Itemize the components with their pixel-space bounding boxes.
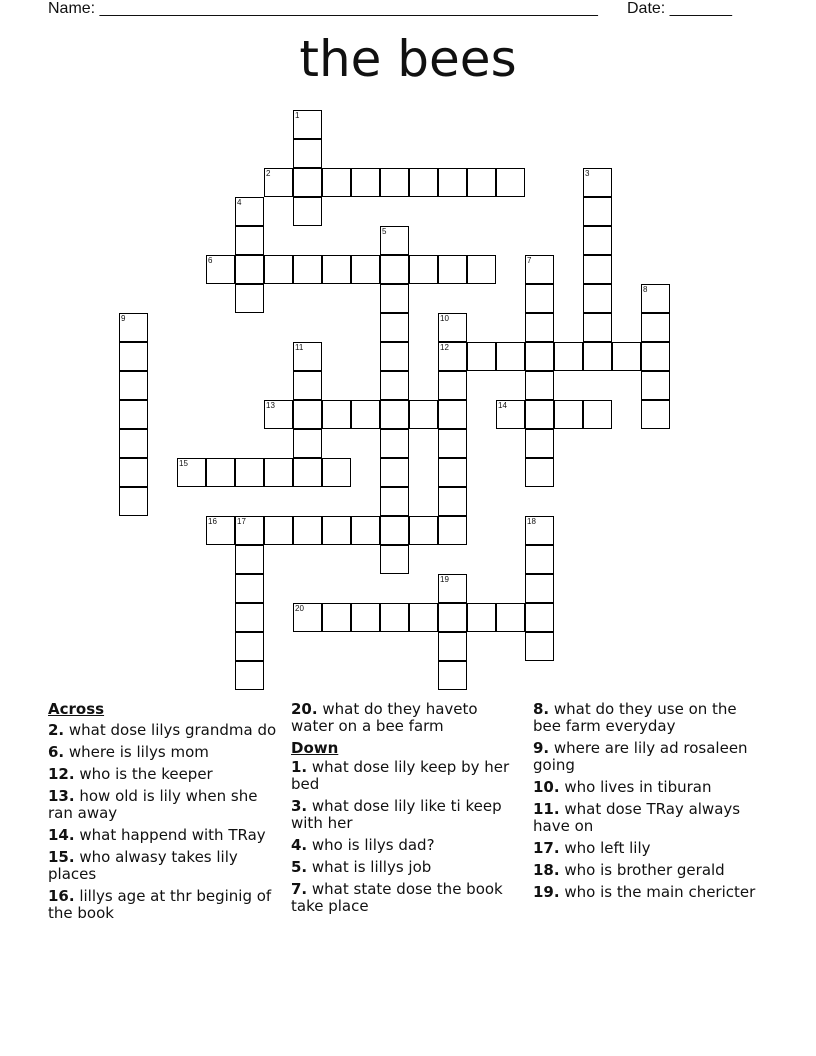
clue-number: 10 <box>440 314 449 323</box>
clue-number: 5 <box>382 227 387 236</box>
grid-cell[interactable] <box>351 516 380 545</box>
grid-cell[interactable] <box>293 110 322 139</box>
across-clue <box>48 888 278 922</box>
clue-text: what do they haveto water on a bee farm <box>291 700 478 735</box>
down-clue <box>291 859 516 876</box>
grid-cell[interactable] <box>641 371 670 400</box>
grid-cell[interactable] <box>119 429 148 458</box>
grid-cell[interactable] <box>438 342 467 371</box>
grid-cell[interactable] <box>583 284 612 313</box>
grid-cell[interactable] <box>293 458 322 487</box>
clue-num: 16. <box>48 887 75 905</box>
across-clue <box>291 701 516 735</box>
grid-cell[interactable] <box>525 458 554 487</box>
grid-cell[interactable] <box>525 603 554 632</box>
clue-text: what dose lily like ti keep with her <box>291 797 502 832</box>
clue-text: who is the main chericter <box>559 883 756 901</box>
grid-cell[interactable] <box>119 400 148 429</box>
clue-number: 4 <box>237 198 242 207</box>
grid-cell[interactable] <box>409 168 438 197</box>
clue-num: 11. <box>533 800 560 818</box>
grid-cell[interactable] <box>293 139 322 168</box>
grid-cell[interactable] <box>380 168 409 197</box>
clue-text: how old is lily when she ran away <box>48 787 258 822</box>
clue-num: 5. <box>291 858 308 876</box>
clue-number: 2 <box>266 169 271 178</box>
grid-cell[interactable] <box>438 168 467 197</box>
grid-cell[interactable] <box>438 371 467 400</box>
across-clue <box>48 722 278 739</box>
grid-cell[interactable] <box>293 429 322 458</box>
clue-number: 13 <box>266 401 275 410</box>
grid-cell[interactable] <box>525 342 554 371</box>
clue-number: 20 <box>295 604 304 613</box>
clue-num: 17. <box>533 839 560 857</box>
across-clues-column <box>48 701 278 927</box>
grid-cell[interactable] <box>467 603 496 632</box>
grid-cell[interactable] <box>525 400 554 429</box>
down-clue <box>533 740 768 774</box>
grid-cell[interactable] <box>525 429 554 458</box>
down-clue <box>291 759 516 793</box>
clue-num: 18. <box>533 861 560 879</box>
clue-text: who lives in tiburan <box>559 778 712 796</box>
clue-text: what dose lilys grandma do <box>64 721 277 739</box>
clue-num: 6. <box>48 743 65 761</box>
clue-text: who left lily <box>559 839 651 857</box>
grid-cell[interactable] <box>438 400 467 429</box>
grid-cell[interactable] <box>380 226 409 255</box>
grid-cell[interactable] <box>119 371 148 400</box>
grid-cell[interactable] <box>525 371 554 400</box>
grid-cell[interactable] <box>525 284 554 313</box>
grid-cell[interactable] <box>351 168 380 197</box>
clue-num: 3. <box>291 797 308 815</box>
clue-num: 20. <box>291 700 318 718</box>
grid-cell[interactable] <box>583 226 612 255</box>
down-clue <box>533 801 768 835</box>
grid-cell[interactable] <box>206 516 235 545</box>
down-clue <box>533 862 768 879</box>
grid-cell[interactable] <box>322 168 351 197</box>
grid-cell[interactable] <box>583 197 612 226</box>
clue-number: 6 <box>208 256 213 265</box>
down-clue <box>291 798 516 832</box>
grid-cell[interactable] <box>438 516 467 545</box>
clue-number: 9 <box>121 314 126 323</box>
grid-cell[interactable] <box>322 603 351 632</box>
grid-cell[interactable] <box>525 574 554 603</box>
grid-cell[interactable] <box>293 168 322 197</box>
grid-cell[interactable] <box>293 197 322 226</box>
down-heading: Down <box>291 739 339 757</box>
grid-cell[interactable] <box>235 197 264 226</box>
grid-cell[interactable] <box>235 458 264 487</box>
clue-num: 2. <box>48 721 65 739</box>
grid-cell[interactable] <box>119 487 148 516</box>
grid-cell[interactable] <box>322 400 351 429</box>
grid-cell[interactable] <box>380 284 409 313</box>
grid-cell[interactable] <box>380 545 409 574</box>
across-heading: Across <box>48 700 105 718</box>
clues-column-3 <box>533 701 768 906</box>
grid-cell[interactable] <box>235 226 264 255</box>
clue-num: 19. <box>533 883 560 901</box>
clue-number: 12 <box>440 343 449 352</box>
clue-number: 16 <box>208 517 217 526</box>
grid-cell[interactable] <box>380 603 409 632</box>
grid-cell[interactable] <box>380 400 409 429</box>
grid-cell[interactable] <box>322 458 351 487</box>
grid-cell[interactable] <box>409 400 438 429</box>
grid-cell[interactable] <box>525 516 554 545</box>
grid-cell[interactable] <box>264 255 293 284</box>
clue-text: where is lilys mom <box>64 743 209 761</box>
date-label: Date: <box>627 0 666 17</box>
grid-cell[interactable] <box>525 632 554 661</box>
grid-cell[interactable] <box>264 516 293 545</box>
grid-cell[interactable] <box>409 516 438 545</box>
grid-cell[interactable] <box>322 516 351 545</box>
grid-cell[interactable] <box>438 429 467 458</box>
grid-cell[interactable] <box>554 400 583 429</box>
clue-text: who is brother gerald <box>559 861 725 879</box>
grid-cell[interactable] <box>438 487 467 516</box>
grid-cell[interactable] <box>119 313 148 342</box>
grid-cell[interactable] <box>235 284 264 313</box>
across-clue <box>48 766 278 783</box>
clue-number: 8 <box>643 285 648 294</box>
clue-num: 9. <box>533 739 550 757</box>
name-blank[interactable]: ________________________________________________________ <box>99 0 598 17</box>
clue-number: 17 <box>237 517 246 526</box>
grid-cell[interactable] <box>438 255 467 284</box>
down-clue <box>533 779 768 796</box>
grid-cell[interactable] <box>293 400 322 429</box>
clue-number: 1 <box>295 111 300 120</box>
clue-text: what dose lily keep by her bed <box>291 758 510 793</box>
grid-cell[interactable] <box>380 313 409 342</box>
grid-cell[interactable] <box>293 603 322 632</box>
grid-cell[interactable] <box>380 255 409 284</box>
clue-text: what dose TRay always have on <box>533 800 741 835</box>
grid-cell[interactable] <box>293 255 322 284</box>
clue-num: 1. <box>291 758 308 776</box>
grid-cell[interactable] <box>235 545 264 574</box>
clue-number: 15 <box>179 459 188 468</box>
clue-number: 3 <box>585 169 590 178</box>
grid-cell[interactable] <box>293 371 322 400</box>
grid-cell[interactable] <box>525 545 554 574</box>
grid-cell[interactable] <box>264 458 293 487</box>
grid-cell[interactable] <box>293 342 322 371</box>
grid-cell[interactable] <box>612 342 641 371</box>
grid-cell[interactable] <box>264 168 293 197</box>
grid-cell[interactable] <box>496 603 525 632</box>
clue-num: 4. <box>291 836 308 854</box>
clue-num: 14. <box>48 826 75 844</box>
grid-cell[interactable] <box>380 371 409 400</box>
grid-cell[interactable] <box>438 632 467 661</box>
grid-cell[interactable] <box>496 168 525 197</box>
grid-cell[interactable] <box>380 429 409 458</box>
grid-cell[interactable] <box>119 342 148 371</box>
grid-cell[interactable] <box>206 255 235 284</box>
grid-cell[interactable] <box>322 255 351 284</box>
grid-cell[interactable] <box>554 342 583 371</box>
grid-cell[interactable] <box>380 487 409 516</box>
clue-text: what state dose the book take place <box>291 880 503 915</box>
clue-number: 11 <box>295 343 304 352</box>
clue-num: 10. <box>533 778 560 796</box>
grid-cell[interactable] <box>293 516 322 545</box>
grid-cell[interactable] <box>467 342 496 371</box>
across-clue <box>48 849 278 883</box>
grid-cell[interactable] <box>235 661 264 690</box>
grid-cell[interactable] <box>235 632 264 661</box>
grid-cell[interactable] <box>438 313 467 342</box>
grid-cell[interactable] <box>583 342 612 371</box>
clues-column-2 <box>291 701 516 920</box>
clue-number: 7 <box>527 256 532 265</box>
grid-cell[interactable] <box>177 458 206 487</box>
page-title: the bees <box>299 30 517 88</box>
grid-cell[interactable] <box>438 458 467 487</box>
grid-cell[interactable] <box>380 342 409 371</box>
clue-number: 18 <box>527 517 536 526</box>
grid-cell[interactable] <box>496 342 525 371</box>
clue-num: 13. <box>48 787 75 805</box>
clue-text: what is lillys job <box>307 858 432 876</box>
clue-text: what do they use on the bee farm everyday <box>533 700 737 735</box>
grid-cell[interactable] <box>409 603 438 632</box>
grid-cell[interactable] <box>409 255 438 284</box>
grid-cell[interactable] <box>525 255 554 284</box>
clue-text: lillys age at thr beginig of the book <box>48 887 272 922</box>
grid-cell[interactable] <box>583 168 612 197</box>
grid-cell[interactable] <box>438 574 467 603</box>
grid-cell[interactable] <box>380 516 409 545</box>
grid-cell[interactable] <box>438 603 467 632</box>
clue-num: 7. <box>291 880 308 898</box>
grid-cell[interactable] <box>467 255 496 284</box>
clue-num: 8. <box>533 700 550 718</box>
grid-cell[interactable] <box>351 603 380 632</box>
grid-cell[interactable] <box>641 342 670 371</box>
clue-text: who is the keeper <box>74 765 213 783</box>
clue-text: who alwasy takes lily places <box>48 848 238 883</box>
grid-cell[interactable] <box>235 255 264 284</box>
down-clue <box>291 837 516 854</box>
clue-num: 12. <box>48 765 75 783</box>
date-blank[interactable]: _______ <box>669 0 732 17</box>
clue-number: 14 <box>498 401 507 410</box>
grid-cell[interactable] <box>641 284 670 313</box>
grid-cell[interactable] <box>583 400 612 429</box>
grid-cell[interactable] <box>496 400 525 429</box>
clue-number: 19 <box>440 575 449 584</box>
across-clue <box>48 744 278 761</box>
grid-cell[interactable] <box>525 313 554 342</box>
across-clue <box>48 827 278 844</box>
grid-cell[interactable] <box>206 458 235 487</box>
grid-cell[interactable] <box>467 168 496 197</box>
grid-cell[interactable] <box>351 400 380 429</box>
grid-cell[interactable] <box>235 603 264 632</box>
across-clue <box>48 788 278 822</box>
grid-cell[interactable] <box>351 255 380 284</box>
grid-cell[interactable] <box>641 313 670 342</box>
grid-cell[interactable] <box>235 516 264 545</box>
down-clue <box>533 884 768 901</box>
grid-cell[interactable] <box>438 661 467 690</box>
clue-text: where are lily ad rosaleen going <box>533 739 748 774</box>
clue-text: who is lilys dad? <box>307 836 435 854</box>
down-clue <box>533 701 768 735</box>
grid-cell[interactable] <box>583 313 612 342</box>
grid-cell[interactable] <box>641 400 670 429</box>
clue-num: 15. <box>48 848 75 866</box>
down-clue <box>291 881 516 915</box>
name-label: Name: <box>48 0 96 17</box>
down-clue <box>533 840 768 857</box>
grid-cell[interactable] <box>119 458 148 487</box>
grid-cell[interactable] <box>583 255 612 284</box>
grid-cell[interactable] <box>235 574 264 603</box>
clue-text: what happend with TRay <box>74 826 266 844</box>
grid-cell[interactable] <box>264 400 293 429</box>
grid-cell[interactable] <box>380 458 409 487</box>
